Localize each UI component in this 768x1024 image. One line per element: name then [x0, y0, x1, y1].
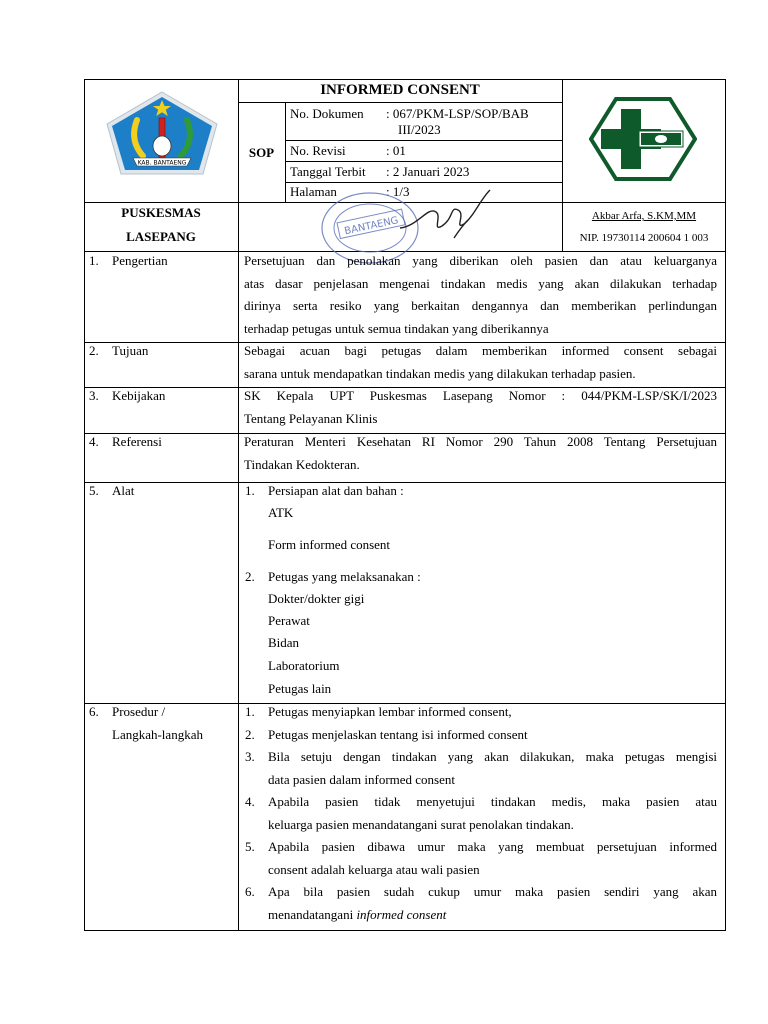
section-label-kebijakan: Kebijakan — [112, 388, 166, 403]
rule — [285, 102, 286, 202]
regency-logo-label: KAB. BANTAENG — [137, 159, 187, 167]
text-line: terhadap petugas untuk semua tindakan yang diberikannya — [244, 320, 549, 336]
section-text-referensi — [244, 431, 717, 476]
list-item: Bidan — [268, 635, 300, 650]
section-label-referensi: Referensi — [112, 434, 162, 449]
stamp-text: BANTAENG — [343, 215, 400, 238]
document-title: INFORMED CONSENT — [320, 82, 480, 98]
text-fragment: menandatangani — [268, 906, 357, 922]
text-line: sarana untuk mendapatkan tindakan medis yang dilakukan terhadap pasien. — [244, 365, 636, 381]
text-line: Tindakan Kedokteran. — [244, 456, 360, 472]
section-number: 5. — [89, 483, 99, 498]
text-line: Apabila pasien tidak menyetujui tindakan medis, maka pasien atau — [268, 794, 717, 809]
text-line: Tentang Pelayanan Klinis — [244, 410, 378, 426]
step-text — [268, 881, 717, 926]
rule — [238, 79, 239, 931]
rule — [285, 140, 562, 141]
section-text-pengertian — [244, 250, 717, 340]
signer-nip: NIP. 19730114 200604 1 003 — [579, 232, 709, 244]
list-number: 2. — [245, 569, 255, 584]
section-number: 6. — [89, 704, 99, 719]
alat-item-title: Petugas yang melaksanakan : — [268, 569, 421, 584]
field-value-terbit: : 2 Januari 2023 — [386, 164, 470, 179]
section-number: 3. — [89, 388, 99, 403]
section-label-prosedur: Prosedur / — [112, 704, 166, 719]
text-line: Bila setuju dengan tindakan yang akan dilakukan, maka petugas mengisi — [268, 749, 717, 764]
field-value-dokumen: : 067/PKM-LSP/SOP/BAB — [386, 106, 529, 121]
signature — [398, 186, 498, 246]
text-line: Sebagai acuan bagi petugas dalam memberikan informed consent sebagai — [244, 343, 717, 358]
step-text — [268, 791, 717, 836]
text-line: Petugas menjelaskan tentang isi informed consent — [268, 727, 528, 742]
list-item: Form informed consent — [268, 537, 391, 552]
field-label-revisi: No. Revisi — [290, 143, 346, 158]
step-text — [268, 746, 717, 791]
text-line: Petugas menyiapkan lembar informed consent, — [268, 704, 512, 719]
list-item: ATK — [268, 505, 294, 520]
text-line: data pasien dalam informed consent — [268, 771, 455, 787]
text-line: Apa bila pasien sudah cukup umur maka pasien sendiri yang akan — [268, 884, 717, 899]
field-value-halaman: : 1/3 — [386, 184, 410, 199]
rule — [285, 182, 562, 183]
section-number: 1. — [89, 253, 99, 268]
puskesmas-logo — [589, 97, 697, 181]
section-text-kebijakan — [244, 385, 717, 430]
regency-logo — [103, 90, 221, 182]
text-line: dirinya serta resiko yang berkaitan dengannya dan memberikan perlindungan — [244, 298, 717, 313]
rule — [285, 161, 562, 162]
field-label-halaman: Halaman — [290, 184, 337, 199]
list-item: Perawat — [268, 613, 310, 628]
text-line: keluarga pasien menandatangani surat penolakan tindakan. — [268, 816, 574, 832]
list-item: Laboratorium — [268, 658, 340, 673]
section-label-tujuan: Tujuan — [112, 343, 149, 358]
step-text — [268, 701, 717, 724]
step-number: 2. — [245, 727, 255, 742]
list-item: Petugas lain — [268, 681, 332, 696]
rule — [238, 102, 562, 103]
list-number: 1. — [245, 483, 255, 498]
text-line: SK Kepala UPT Puskesmas Lasepang Nomor : 044/PKM-LSP/SK/I/2023 — [244, 388, 717, 403]
step-text — [268, 836, 717, 881]
section-label-prosedur-cont: Langkah-langkah — [112, 727, 203, 742]
field-value-dokumen-cont: III/2023 — [398, 122, 441, 137]
field-label-dokumen: No. Dokumen — [290, 106, 364, 121]
section-text-tujuan — [244, 340, 717, 385]
rule — [562, 79, 563, 251]
italic-term: informed consent — [356, 906, 447, 922]
sop-label: SOP — [248, 145, 275, 160]
section-number: 2. — [89, 343, 99, 358]
section-number: 4. — [89, 434, 99, 449]
step-number: 4. — [245, 794, 255, 809]
text-line: atas dasar penjelasan mengenai tindakan medis yang akan dilakukan terhadap — [244, 275, 717, 291]
step-text — [268, 724, 717, 747]
section-label-pengertian: Pengertian — [112, 253, 168, 268]
list-item: Dokter/dokter gigi — [268, 591, 365, 606]
text-line: Persetujuan dan penolakan yang diberikan oleh pasien dan atau keluarganya — [244, 253, 717, 268]
step-number: 5. — [245, 839, 255, 854]
step-number: 3. — [245, 749, 255, 764]
section-label-alat: Alat — [112, 483, 135, 498]
step-number: 6. — [245, 884, 255, 899]
text-line: consent adalah keluarga atau wali pasien — [268, 861, 480, 877]
text-line — [268, 904, 717, 927]
signer-name: Akbar Arfa, S.KM,MM — [591, 210, 697, 222]
alat-item-title: Persiapan alat dan bahan : — [268, 483, 404, 498]
org-name-line1: PUSKESMAS — [121, 205, 201, 220]
text-line: Peraturan Menteri Kesehatan RI Nomor 290 Tahun 2008 Tentang Persetujuan — [244, 434, 717, 449]
org-name-line2: LASEPANG — [126, 229, 196, 244]
step-number: 1. — [245, 704, 255, 719]
field-label-terbit: Tanggal Terbit — [290, 164, 366, 179]
rule — [84, 482, 726, 483]
text-line: Apabila pasien dibawa umur maka yang membuat persetujuan informed — [268, 839, 717, 854]
field-value-revisi: : 01 — [386, 143, 406, 158]
